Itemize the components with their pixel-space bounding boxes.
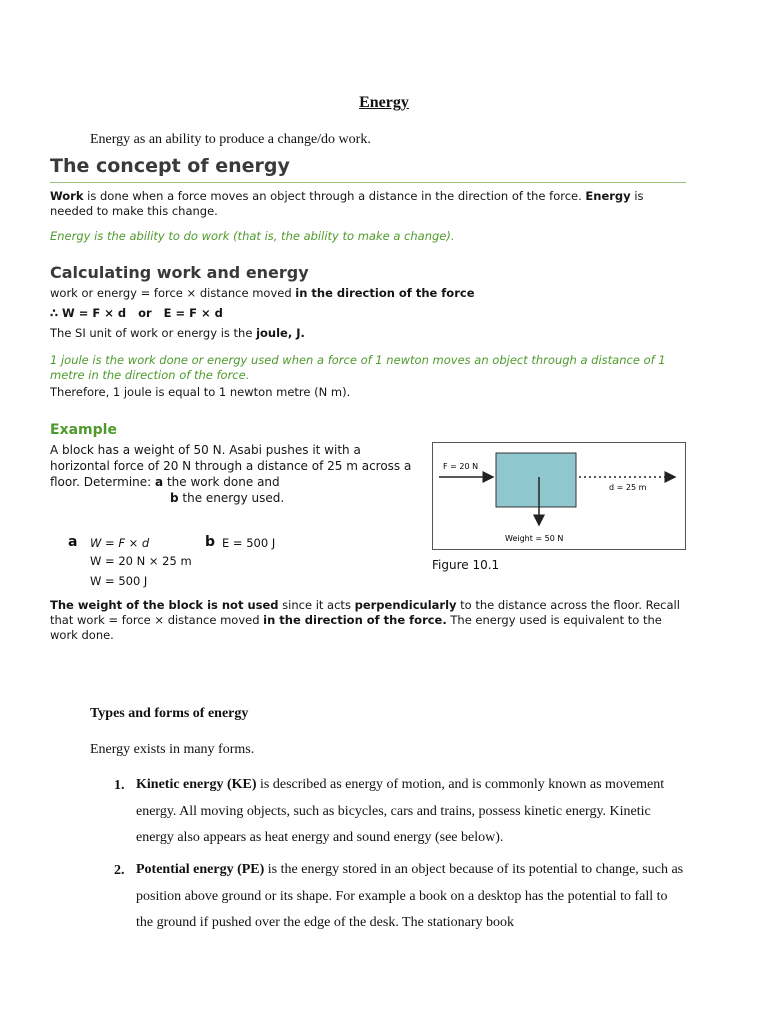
- list-text: is the energy stored in an object because of its potential to change, such as position above ground or its shape. For example a book on a desktop has the potential to fall to the ground if pushed over the edge of the desk. The stationary book: [136, 862, 684, 930]
- heading-rule: [50, 182, 686, 183]
- list-item-body: [136, 772, 684, 852]
- note-c: since it acts: [278, 598, 355, 612]
- part-a-marker: a: [155, 475, 164, 489]
- answer-a-line3: W = 500 J: [90, 574, 148, 588]
- si-unit-line: [50, 326, 686, 341]
- example-question: [50, 442, 420, 506]
- work-text: is done when a force moves an object through a distance in the direction of the force.: [83, 189, 586, 203]
- formula-bold: in the direction of the force: [295, 286, 475, 300]
- force-diagram: [433, 443, 685, 549]
- question-text: A block has a weight of 50 N. Asabi pushes it with a horizontal force of 20 N through a distance of 25 m across a floor. Determine:: [50, 443, 412, 489]
- list-number: 1.: [114, 778, 125, 793]
- concept-heading: The concept of energy: [50, 155, 290, 177]
- list-item-body: [136, 857, 684, 937]
- distance-label: d = 25 m: [609, 483, 647, 492]
- answer-b-line1: E = 500 J: [222, 536, 276, 550]
- note-f: in the direction of the force.: [263, 613, 447, 627]
- si-unit-bold: joule, J.: [256, 326, 305, 340]
- note-e: to the distance across the floor. Recall that work = force × distance moved: [50, 598, 680, 627]
- note-d: perpendicularly: [354, 598, 457, 612]
- scanned-textbook-excerpt: [50, 152, 686, 643]
- answer-b-label: b: [205, 534, 216, 550]
- intro-paragraph: Energy as an ability to produce a change/do work.: [90, 132, 371, 147]
- joule-equivalence: Therefore, 1 joule is equal to 1 newton metre (N m).: [50, 385, 351, 399]
- work-term: Work: [50, 189, 84, 203]
- note-a: The weight of the block: [50, 598, 208, 612]
- list-text: is described as energy of motion, and is commonly known as movement energy. All moving objects, such as bicycles, cars and trains, possess kinetic energy. Kinetic energy also appears as heat energy and sound energy (see below).: [136, 777, 665, 845]
- si-unit-text: The SI unit of work or energy is the: [50, 326, 257, 340]
- question-part-a: the work done and: [163, 475, 280, 489]
- note-b: is not used: [207, 598, 279, 612]
- energy-term: Energy: [585, 189, 631, 203]
- work-formula-line: [50, 286, 686, 301]
- weight-label: Weight = 50 N: [505, 534, 564, 543]
- types-heading: Types and forms of energy: [90, 706, 249, 721]
- example-heading: Example: [50, 422, 117, 438]
- figure-caption: Figure 10.1: [432, 558, 500, 572]
- energy-definition: Energy is the ability to do work (that is, the ability to make a change).: [50, 229, 455, 243]
- answer-a-line2: W = 20 N × 25 m: [90, 554, 192, 568]
- example-note: [50, 598, 686, 643]
- answer-a-line1: W = F × d: [90, 536, 150, 550]
- part-b-marker: b: [170, 491, 179, 505]
- work-text-end: is needed to make this change.: [50, 189, 644, 218]
- question-part-b: the energy used.: [178, 491, 285, 505]
- formula-text: work or energy = force × distance moved: [50, 286, 296, 300]
- list-term: Kinetic energy (KE): [136, 777, 257, 792]
- joule-definition: 1 joule is the work done or energy used when a force of 1 newton moves an object through a distance of 1 metre in the direction of the force.: [50, 353, 666, 382]
- note-g: The energy used is equivalent to the work done.: [50, 613, 662, 642]
- figure-10-1: [432, 442, 686, 550]
- calc-heading: Calculating work and energy: [50, 263, 309, 282]
- work-definition: [50, 189, 686, 219]
- list-term: Potential energy (PE): [136, 862, 265, 877]
- list-number: 2.: [114, 863, 125, 878]
- formula-symbols: ∴ W = F × d or E = F × d: [50, 306, 223, 320]
- example-block: [50, 442, 686, 592]
- answer-a-label: a: [68, 534, 78, 550]
- block-shape: [496, 453, 576, 507]
- force-label: F = 20 N: [443, 462, 479, 471]
- types-intro: Energy exists in many forms.: [90, 742, 255, 757]
- document-title: Energy: [359, 94, 409, 111]
